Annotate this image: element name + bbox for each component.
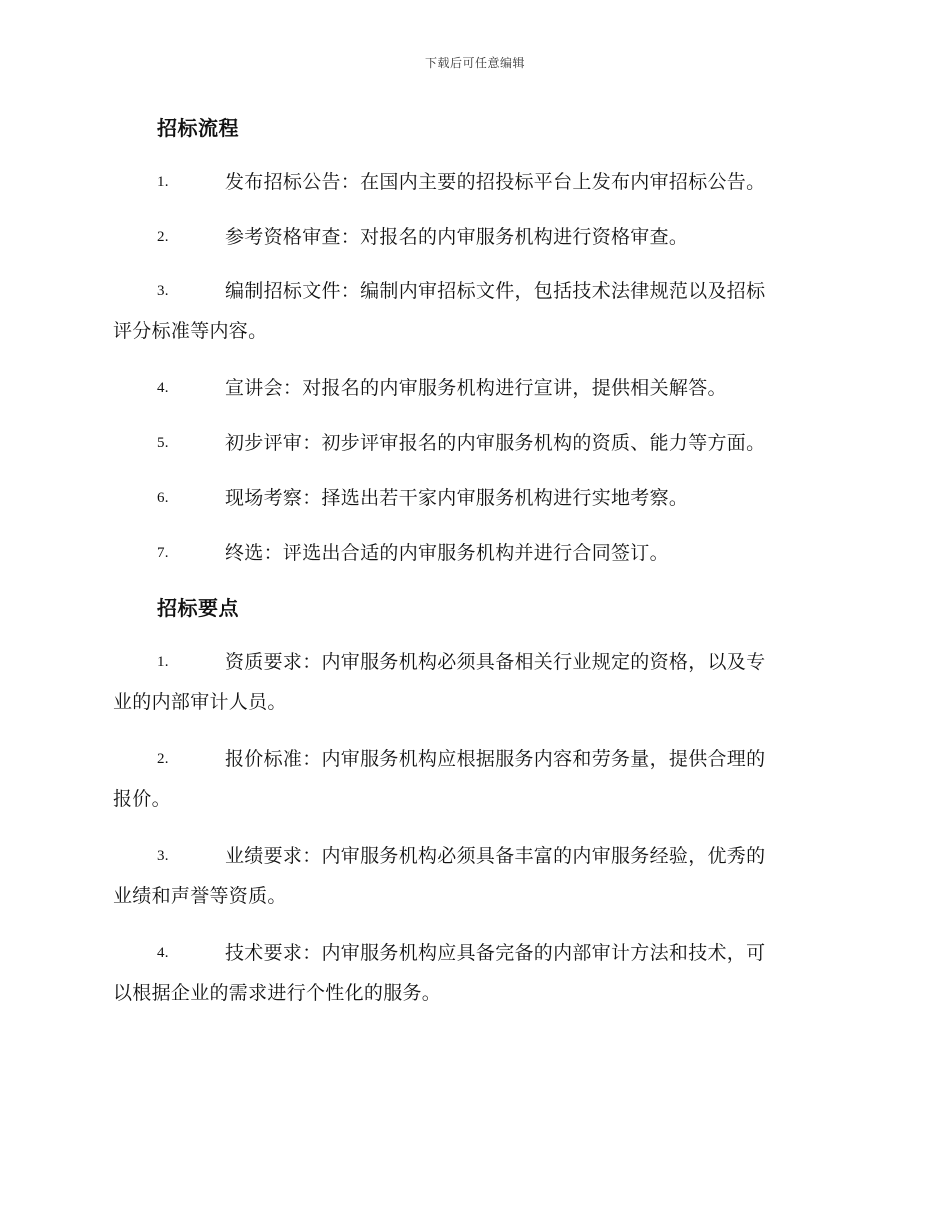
list-item-number: 4. <box>157 945 169 961</box>
list-item-number: 2. <box>157 229 169 245</box>
list-item-text: 现场考察：择选出若干家内审服务机构进行实地考察。 <box>225 487 689 509</box>
list-item <box>113 836 833 916</box>
list-item-text-continued: 业绩和声誉等资质。 <box>113 885 287 907</box>
list-item-text-continued: 报价。 <box>113 788 171 810</box>
list-item-text: 报价标准：内审服务机构应根据服务内容和劳务量，提供合理的 <box>225 748 766 770</box>
list-item <box>113 217 833 257</box>
list-item-number: 4. <box>157 380 169 396</box>
list-item-number: 5. <box>157 435 169 451</box>
list-item-text: 编制招标文件：编制内审招标文件，包括技术法律规范以及招标 <box>225 280 766 302</box>
list-item-number: 2. <box>157 751 169 767</box>
list-item-number: 1. <box>157 174 169 190</box>
list-item-text: 资质要求：内审服务机构必须具备相关行业规定的资格，以及专 <box>225 651 766 673</box>
list-item <box>113 933 833 1013</box>
list-item-number: 1. <box>157 654 169 670</box>
list-item-number: 3. <box>157 848 169 864</box>
list-item-text: 初步评审：初步评审报名的内审服务机构的资质、能力等方面。 <box>225 432 766 454</box>
list-item-text: 业绩要求：内审服务机构必须具备丰富的内审服务经验，优秀的 <box>225 845 766 867</box>
list-item-text-continued: 业的内部审计人员。 <box>113 691 287 713</box>
list-item-number: 7. <box>157 545 169 561</box>
list-item-text-continued: 以根据企业的需求进行个性化的服务。 <box>113 982 442 1004</box>
header-note: 下载后可任意编辑 <box>424 56 525 70</box>
list-item-text-continued: 评分标准等内容。 <box>113 320 268 342</box>
list-item <box>113 642 833 722</box>
list-item <box>113 368 833 408</box>
list-item <box>113 162 833 202</box>
list-item <box>113 271 833 351</box>
list-item-text: 终选：评选出合适的内审服务机构并进行合同签订。 <box>225 542 669 564</box>
list-item <box>113 423 833 463</box>
section-heading-bidding-process: 招标流程 <box>157 116 239 140</box>
list-item <box>113 739 833 819</box>
list-item-text: 发布招标公告：在国内主要的招投标平台上发布内审招标公告。 <box>225 171 766 193</box>
list-item-text: 参考资格审查：对报名的内审服务机构进行资格审查。 <box>225 226 689 248</box>
list-item <box>113 478 833 518</box>
list-item-number: 6. <box>157 490 169 506</box>
list-item-text: 技术要求：内审服务机构应具备完备的内部审计方法和技术，可 <box>225 942 766 964</box>
list-item <box>113 533 833 573</box>
section-heading-bidding-points: 招标要点 <box>157 596 239 620</box>
list-item-number: 3. <box>157 283 169 299</box>
list-item-text: 宣讲会：对报名的内审服务机构进行宣讲，提供相关解答。 <box>225 377 727 399</box>
